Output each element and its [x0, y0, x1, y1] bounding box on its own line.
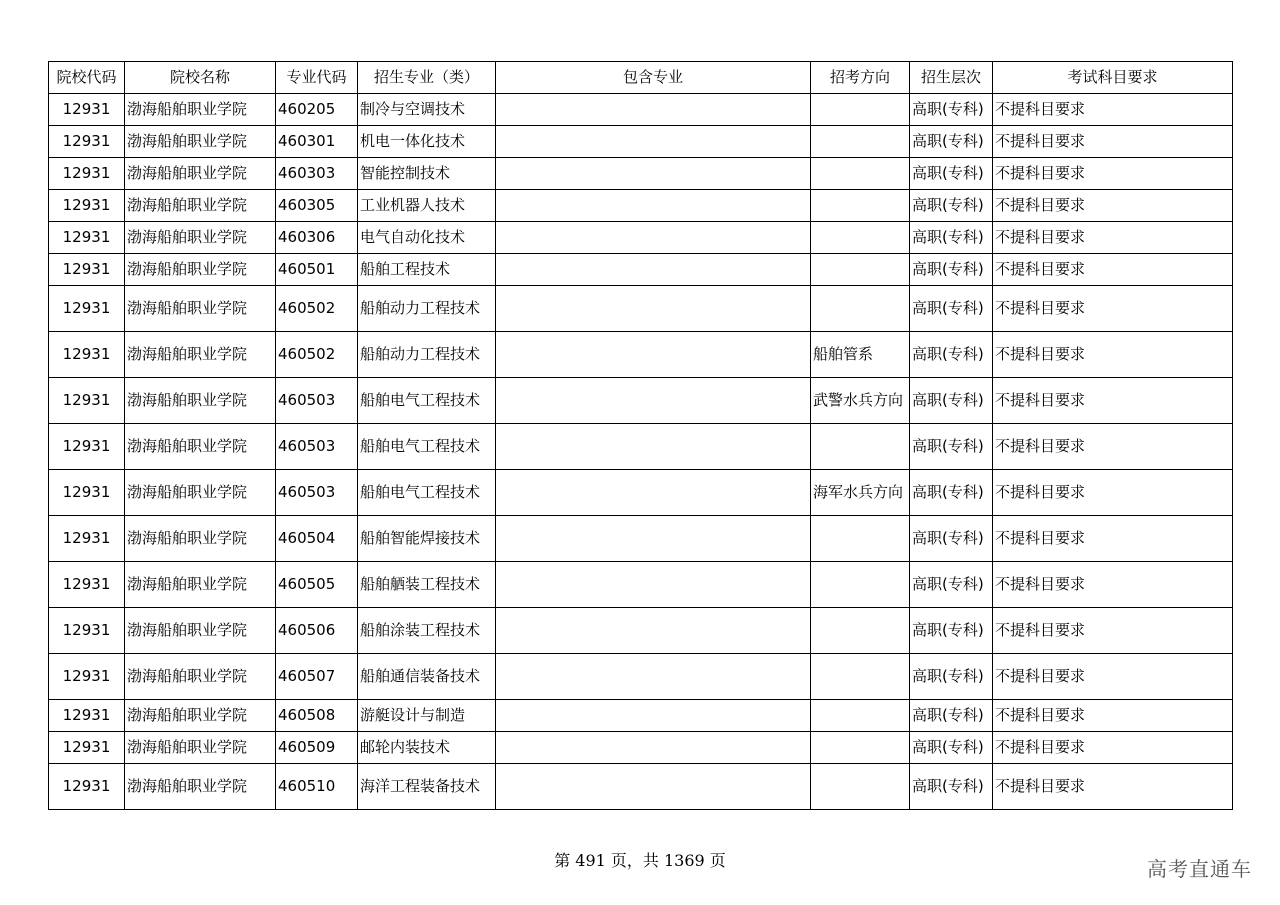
cell-level: 高职(专科): [910, 764, 993, 810]
cell-direction: [811, 254, 910, 286]
cell-direction: [811, 222, 910, 254]
cell-school-code: 12931: [49, 286, 125, 332]
cell-major: 船舶智能焊接技术: [358, 516, 496, 562]
cell-level: 高职(专科): [910, 732, 993, 764]
cell-major-code: 460508: [276, 700, 358, 732]
cell-requirement: 不提科目要求: [993, 608, 1233, 654]
cell-major: 智能控制技术: [358, 158, 496, 190]
cell-major-code: 460503: [276, 470, 358, 516]
table-row: [49, 378, 1233, 424]
cell-direction: 海军水兵方向: [811, 470, 910, 516]
cell-major-code: 460507: [276, 654, 358, 700]
cell-major: 船舶动力工程技术: [358, 332, 496, 378]
cell-school-name: 渤海船舶职业学院: [125, 286, 276, 332]
cell-requirement: 不提科目要求: [993, 158, 1233, 190]
cell-included-majors: [496, 286, 811, 332]
cell-school-code: 12931: [49, 222, 125, 254]
cell-school-name: 渤海船舶职业学院: [125, 424, 276, 470]
cell-included-majors: [496, 764, 811, 810]
cell-school-code: 12931: [49, 470, 125, 516]
cell-included-majors: [496, 126, 811, 158]
page-number: 第 491 页，共 1369 页: [554, 851, 726, 870]
cell-requirement: 不提科目要求: [993, 654, 1233, 700]
cell-direction: [811, 516, 910, 562]
cell-school-name: 渤海船舶职业学院: [125, 222, 276, 254]
cell-school-code: 12931: [49, 562, 125, 608]
cell-level: 高职(专科): [910, 254, 993, 286]
cell-level: 高职(专科): [910, 94, 993, 126]
cell-school-name: 渤海船舶职业学院: [125, 654, 276, 700]
table-row: [49, 286, 1233, 332]
header-major-code: 专业代码: [276, 62, 358, 94]
cell-direction: 船舶管系: [811, 332, 910, 378]
cell-major: 船舶电气工程技术: [358, 470, 496, 516]
admissions-table: [48, 61, 1233, 810]
cell-major: 制冷与空调技术: [358, 94, 496, 126]
table-row: [49, 516, 1233, 562]
cell-major: 船舶通信装备技术: [358, 654, 496, 700]
cell-requirement: 不提科目要求: [993, 126, 1233, 158]
cell-major-code: 460502: [276, 286, 358, 332]
cell-level: 高职(专科): [910, 562, 993, 608]
cell-requirement: 不提科目要求: [993, 424, 1233, 470]
cell-school-name: 渤海船舶职业学院: [125, 470, 276, 516]
cell-level: 高职(专科): [910, 378, 993, 424]
header-major: 招生专业（类）: [358, 62, 496, 94]
cell-level: 高职(专科): [910, 516, 993, 562]
cell-requirement: 不提科目要求: [993, 286, 1233, 332]
header-school-name: 院校名称: [125, 62, 276, 94]
table-row: [49, 608, 1233, 654]
cell-included-majors: [496, 332, 811, 378]
cell-school-code: 12931: [49, 424, 125, 470]
cell-direction: [811, 654, 910, 700]
cell-school-code: 12931: [49, 608, 125, 654]
cell-requirement: 不提科目要求: [993, 378, 1233, 424]
cell-major-code: 460510: [276, 764, 358, 810]
table-body: [49, 94, 1233, 810]
cell-direction: [811, 286, 910, 332]
table-row: [49, 424, 1233, 470]
table-row: [49, 654, 1233, 700]
cell-direction: [811, 94, 910, 126]
cell-requirement: 不提科目要求: [993, 94, 1233, 126]
cell-included-majors: [496, 190, 811, 222]
cell-level: 高职(专科): [910, 286, 993, 332]
cell-school-code: 12931: [49, 94, 125, 126]
table-row: [49, 732, 1233, 764]
cell-school-code: 12931: [49, 158, 125, 190]
cell-major-code: 460301: [276, 126, 358, 158]
cell-major-code: 460505: [276, 562, 358, 608]
cell-major-code: 460501: [276, 254, 358, 286]
cell-requirement: 不提科目要求: [993, 332, 1233, 378]
cell-major: 游艇设计与制造: [358, 700, 496, 732]
cell-major: 船舶电气工程技术: [358, 378, 496, 424]
table-row: [49, 190, 1233, 222]
cell-school-name: 渤海船舶职业学院: [125, 608, 276, 654]
cell-school-name: 渤海船舶职业学院: [125, 254, 276, 286]
cell-major: 海洋工程装备技术: [358, 764, 496, 810]
cell-direction: [811, 764, 910, 810]
cell-direction: [811, 424, 910, 470]
cell-direction: [811, 158, 910, 190]
cell-major-code: 460502: [276, 332, 358, 378]
cell-major-code: 460504: [276, 516, 358, 562]
table-header-row: [49, 62, 1233, 94]
cell-major: 船舶涂装工程技术: [358, 608, 496, 654]
table-row: [49, 158, 1233, 190]
cell-included-majors: [496, 700, 811, 732]
cell-school-code: 12931: [49, 254, 125, 286]
cell-school-code: 12931: [49, 516, 125, 562]
cell-included-majors: [496, 424, 811, 470]
cell-included-majors: [496, 254, 811, 286]
cell-major: 船舶工程技术: [358, 254, 496, 286]
cell-major: 船舶舾装工程技术: [358, 562, 496, 608]
table-row: [49, 764, 1233, 810]
table-row: [49, 562, 1233, 608]
cell-major-code: 460205: [276, 94, 358, 126]
cell-level: 高职(专科): [910, 332, 993, 378]
cell-school-name: 渤海船舶职业学院: [125, 158, 276, 190]
cell-school-code: 12931: [49, 126, 125, 158]
cell-school-name: 渤海船舶职业学院: [125, 516, 276, 562]
cell-direction: 武警水兵方向: [811, 378, 910, 424]
cell-level: 高职(专科): [910, 126, 993, 158]
cell-included-majors: [496, 94, 811, 126]
cell-major: 工业机器人技术: [358, 190, 496, 222]
header-school-code: 院校代码: [49, 62, 125, 94]
cell-major-code: 460305: [276, 190, 358, 222]
cell-major: 邮轮内装技术: [358, 732, 496, 764]
watermark-text: 高考直通车: [1147, 857, 1252, 881]
cell-school-code: 12931: [49, 700, 125, 732]
cell-requirement: 不提科目要求: [993, 516, 1233, 562]
cell-requirement: 不提科目要求: [993, 222, 1233, 254]
cell-included-majors: [496, 222, 811, 254]
cell-direction: [811, 732, 910, 764]
cell-major-code: 460303: [276, 158, 358, 190]
cell-major-code: 460503: [276, 378, 358, 424]
table-row: [49, 222, 1233, 254]
header-level: 招生层次: [910, 62, 993, 94]
table-row: [49, 94, 1233, 126]
cell-level: 高职(专科): [910, 424, 993, 470]
cell-major: 电气自动化技术: [358, 222, 496, 254]
cell-requirement: 不提科目要求: [993, 562, 1233, 608]
cell-included-majors: [496, 562, 811, 608]
cell-level: 高职(专科): [910, 654, 993, 700]
cell-included-majors: [496, 470, 811, 516]
cell-school-name: 渤海船舶职业学院: [125, 764, 276, 810]
cell-included-majors: [496, 608, 811, 654]
cell-level: 高职(专科): [910, 470, 993, 516]
cell-included-majors: [496, 378, 811, 424]
cell-major: 船舶电气工程技术: [358, 424, 496, 470]
cell-included-majors: [496, 158, 811, 190]
cell-school-name: 渤海船舶职业学院: [125, 94, 276, 126]
cell-school-code: 12931: [49, 378, 125, 424]
cell-school-code: 12931: [49, 654, 125, 700]
cell-school-name: 渤海船舶职业学院: [125, 378, 276, 424]
cell-school-code: 12931: [49, 732, 125, 764]
cell-level: 高职(专科): [910, 222, 993, 254]
cell-major-code: 460306: [276, 222, 358, 254]
cell-included-majors: [496, 732, 811, 764]
cell-major-code: 460506: [276, 608, 358, 654]
cell-direction: [811, 190, 910, 222]
cell-direction: [811, 608, 910, 654]
cell-school-name: 渤海船舶职业学院: [125, 700, 276, 732]
cell-direction: [811, 700, 910, 732]
cell-major-code: 460509: [276, 732, 358, 764]
table-row: [49, 126, 1233, 158]
cell-requirement: 不提科目要求: [993, 732, 1233, 764]
cell-requirement: 不提科目要求: [993, 764, 1233, 810]
table-row: [49, 332, 1233, 378]
cell-school-code: 12931: [49, 190, 125, 222]
cell-requirement: 不提科目要求: [993, 190, 1233, 222]
cell-requirement: 不提科目要求: [993, 254, 1233, 286]
table-row: [49, 470, 1233, 516]
cell-level: 高职(专科): [910, 158, 993, 190]
cell-requirement: 不提科目要求: [993, 470, 1233, 516]
cell-level: 高职(专科): [910, 608, 993, 654]
cell-major: 机电一体化技术: [358, 126, 496, 158]
cell-included-majors: [496, 516, 811, 562]
cell-school-name: 渤海船舶职业学院: [125, 126, 276, 158]
cell-school-code: 12931: [49, 764, 125, 810]
cell-direction: [811, 562, 910, 608]
cell-school-name: 渤海船舶职业学院: [125, 332, 276, 378]
table-row: [49, 700, 1233, 732]
cell-school-name: 渤海船舶职业学院: [125, 732, 276, 764]
cell-direction: [811, 126, 910, 158]
cell-major: 船舶动力工程技术: [358, 286, 496, 332]
header-direction: 招考方向: [811, 62, 910, 94]
cell-level: 高职(专科): [910, 700, 993, 732]
header-included-majors: 包含专业: [496, 62, 811, 94]
header-requirement: 考试科目要求: [993, 62, 1233, 94]
cell-major-code: 460503: [276, 424, 358, 470]
table-row: [49, 254, 1233, 286]
cell-school-code: 12931: [49, 332, 125, 378]
cell-requirement: 不提科目要求: [993, 700, 1233, 732]
cell-school-name: 渤海船舶职业学院: [125, 562, 276, 608]
cell-level: 高职(专科): [910, 190, 993, 222]
cell-included-majors: [496, 654, 811, 700]
cell-school-name: 渤海船舶职业学院: [125, 190, 276, 222]
